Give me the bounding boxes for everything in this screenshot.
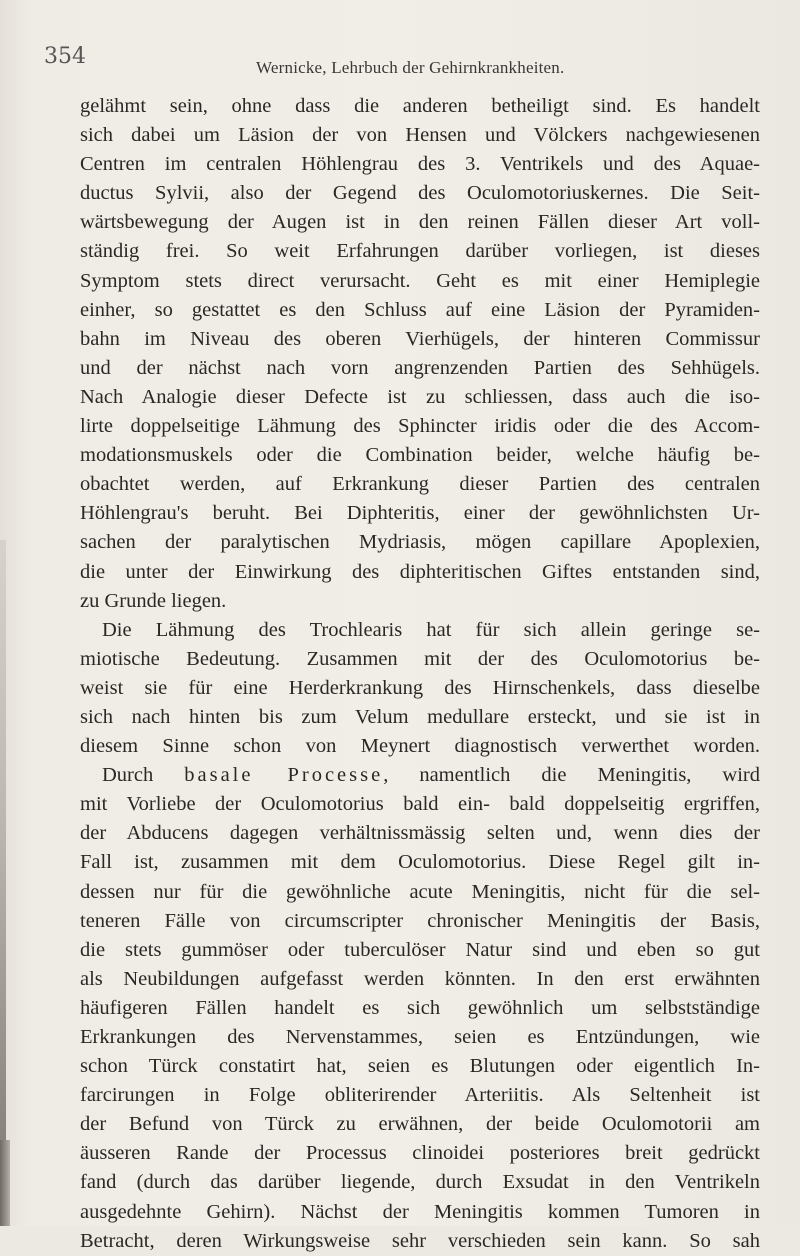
- emphasis-spaced: basale Processe: [184, 764, 384, 787]
- text-line: gelähmt sein, ohne dass die anderen betheiligt sind. Es handelt: [80, 95, 760, 117]
- text-line: Symptom stets direct verursacht. Geht es mit einer Hemiplegie: [80, 269, 760, 292]
- text-line: modationsmuskels oder die Combination beider, welche häufig be-: [80, 444, 760, 467]
- text-line: diesem Sinne schon von Meynert diagnostisch verwerthet worden.: [80, 735, 760, 758]
- text-line: sachen der paralytischen Mydriasis, mögen capillare Apoplexien,: [80, 531, 760, 554]
- text-line: häufigeren Fällen handelt es sich gewöhnlich um selbstständige: [80, 996, 760, 1019]
- text-line: sich nach hinten bis zum Velum medullare ersteckt, und sie ist in: [80, 705, 760, 728]
- text-line: äusseren Rande der Processus clinoidei posteriores breit gedrückt: [80, 1142, 760, 1165]
- page-edge-shadow: [0, 540, 6, 1226]
- text-line: mit Vorliebe der Oculomotorius bald ein- bald doppelseitig ergriffen,: [80, 793, 760, 816]
- text-line: lirte doppelseitige Lähmung des Sphincter iridis oder die des Accom-: [80, 415, 760, 438]
- text-line: Betracht, deren Wirkungsweise sehr verschieden sein kann. So sah: [80, 1229, 760, 1252]
- body-text: [80, 92, 760, 1256]
- text-line: als Neubildungen aufgefasst werden könnten. In den erst erwähnten: [80, 967, 760, 990]
- text-line: ductus Sylvii, also der Gegend des Oculomotoriuskernes. Die Seit-: [80, 182, 760, 205]
- text-line: obachtet werden, auf Erkrankung dieser Partien des centralen: [80, 473, 760, 496]
- page-header: [44, 44, 760, 84]
- text-line: Nach Analogie dieser Defecte ist zu schliessen, dass auch die iso-: [80, 385, 760, 408]
- text-line: sich dabei um Läsion der von Hensen und Völckers nachgewiesenen: [80, 124, 760, 147]
- text-line: die unter der Einwirkung des diphteritischen Giftes entstanden sind,: [80, 560, 760, 583]
- text-line: ständig frei. So weit Erfahrungen darüber vorliegen, ist dieses: [80, 240, 760, 263]
- page-number: 354: [44, 44, 86, 69]
- text-line: farcirungen in Folge obliterirender Arteriitis. Als Seltenheit ist: [80, 1084, 760, 1107]
- text-line: ausgedehnte Gehirn). Nächst der Meningitis kommen Tumoren in: [80, 1200, 760, 1223]
- text-line: Fall ist, zusammen mit dem Oculomotorius. Diese Regel gilt in-: [80, 851, 760, 874]
- text-line: teneren Fälle von circumscripter chronischer Meningitis der Basis,: [80, 909, 760, 932]
- text-line: und der nächst nach vorn angrenzenden Partien des Sehhügels.: [80, 356, 760, 379]
- text-line: weist sie für eine Herderkrankung des Hirnschenkels, dass dieselbe: [80, 676, 760, 699]
- text-line: der Befund von Türck zu erwähnen, der beide Oculomotorii am: [80, 1113, 760, 1136]
- text-run: , namentlich die Meningitis, wird: [383, 764, 761, 787]
- text-line: fand (durch das darüber liegende, durch Exsudat in den Ventrikeln: [80, 1171, 760, 1194]
- paragraph-start-line: [80, 761, 760, 790]
- text-line: bahn im Niveau des oberen Vierhügels, der hinteren Commissur: [80, 327, 760, 350]
- text-line: der Abducens dagegen verhältnissmässig selten und, wenn dies der: [80, 822, 760, 845]
- paragraph-start-line: Die Lähmung des Trochlearis hat für sich allein geringe se-: [102, 618, 760, 641]
- text-line: schon Türck constatirt hat, seien es Blutungen oder eigentlich In-: [80, 1055, 760, 1078]
- text-run: Durch: [102, 764, 154, 787]
- text-line: die stets gummöser oder tuberculöser Natur sind und eben so gut: [80, 938, 760, 961]
- text-line: miotische Bedeutung. Zusammen mit der des Oculomotorius be-: [80, 647, 760, 670]
- text-line: Erkrankungen des Nervenstammes, seien es Entzündungen, wie: [80, 1026, 760, 1048]
- text-line: zu Grunde liegen.: [80, 589, 227, 612]
- text-line: einher, so gestattet es den Schluss auf eine Läsion der Pyramiden-: [80, 298, 760, 321]
- text-line: dessen nur für die gewöhnliche acute Meningitis, nicht für die sel-: [80, 880, 760, 903]
- text-line: Centren im centralen Höhlengrau des 3. Ventrikels und des Aquae-: [80, 153, 760, 176]
- text-line: wärtsbewegung der Augen ist in den reinen Fällen dieser Art voll-: [80, 211, 760, 234]
- page-edge-dark: [0, 1140, 10, 1226]
- text-line: Höhlengrau's beruht. Bei Diphteritis, einer der gewöhnlichsten Ur-: [80, 502, 760, 525]
- running-head: Wernicke, Lehrbuch der Gehirnkrankheiten.: [256, 58, 565, 77]
